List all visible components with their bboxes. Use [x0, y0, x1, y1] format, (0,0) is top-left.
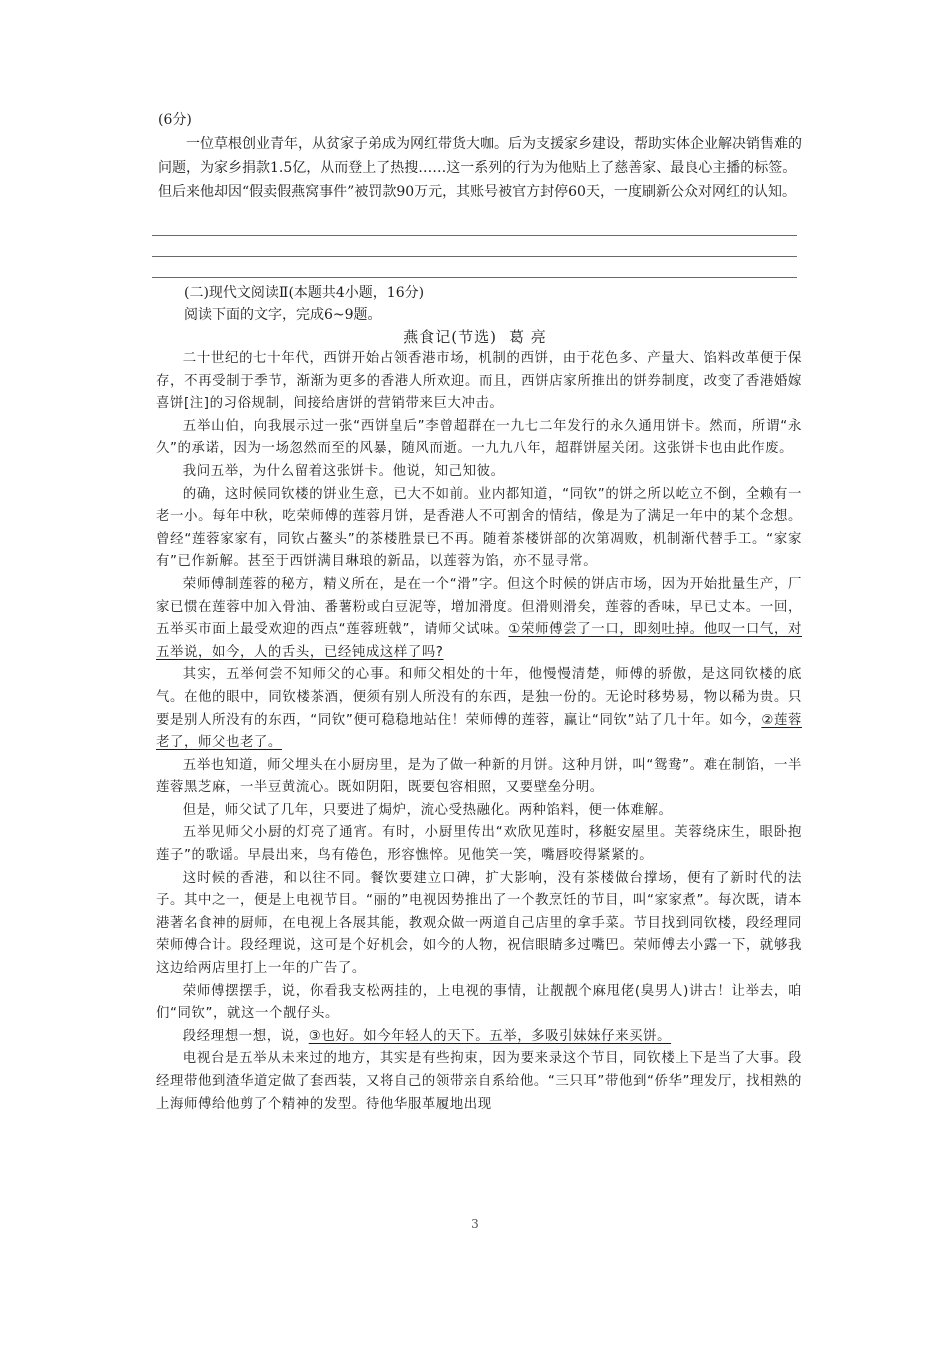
article-paragraph — [156, 348, 802, 416]
article-paragraph — [156, 868, 802, 981]
answer-line — [152, 256, 797, 257]
article-body — [156, 348, 802, 1116]
paragraph-text: 其实，五举何尝不知师父的心事。和师父相处的十年，他慢慢清楚，师傅的骄傲，是这同钦楼的底气。在他的眼中，同钦楼茶酒，便须有别人所没有的东西，是独一份的。无论时移势易，物以稀为贵。只要是别人所没有的东西，“同钦”便可稳稳地站住！荣师傅的莲蓉，赢让“同钦”站了几十年。如今， — [156, 667, 802, 728]
article-paragraph — [156, 416, 802, 461]
underlined-sentence: ①荣师傅尝了一口，即刻吐掉。他叹一口气，对五举说，如今，人的舌头，已经钝成这样了吗? — [156, 622, 802, 660]
answer-line — [152, 277, 797, 278]
article-title-line — [0, 326, 950, 348]
article-paragraph — [156, 574, 802, 664]
article-paragraph — [156, 1048, 802, 1116]
paragraph-text: 但是，师父试了几年，只要进了焗炉，流心受热融化。两种馅料，便一体难解。 — [182, 802, 673, 818]
paragraph-text: 段经理想一想，说， — [182, 1028, 309, 1044]
article-paragraph — [156, 484, 802, 574]
underlined-sentence: ②莲蓉老了，师父也老了。 — [156, 712, 802, 751]
paragraph-text: 这时候的香港，和以往不同。餐饮要建立口碑，扩大影响，没有茶楼做台撑场，便有了新时代的法子。其中之一，便是上电视节目。“丽的”电视因势推出了一个教烹饪的节目，叫“家家煮”。每次既，请本港著名食神的厨师，在电视上各展其能，教观众做一两道自己店里的拿手菜。节目找到同钦楼，段经理同荣师傅合计。段经理说，这可是个好机会，如今的人物，祝信眼睛多过嘴巴。荣师傅去小露一下，就够我这边给两店里打上一年的广告了。 — [156, 870, 802, 977]
paragraph-text: 五举也知道，师父埋头在小厨房里，是为了做一种新的月饼。这种月饼，叫“鸳鸯”。难在制馅，一半莲蓉黑芝麻，一半豆黄流心。既如阴阳，既要包容相照，又要壁垒分明。 — [156, 757, 802, 796]
section-header — [184, 282, 424, 326]
underlined-sentence: ③也好。如今年轻人的天下。五举，多吸引妹妹仔来买饼。 — [308, 1028, 672, 1044]
article-paragraph — [156, 461, 802, 484]
paragraph-text: 的确，这时候同钦楼的饼业生意，已大不如前。业内都知道，“同钦”的饼之所以屹立不倒，全赖有一老一小。每年中秋，吃荣师傅的莲蓉月饼，是香港人不可割舍的情结，像是为了满足一年中的某个念想。曾经“莲蓉家家有，同钦占鳌头”的茶楼胜景已不再。随着茶楼饼部的次第凋败，机制渐代替手工。“家家有”已作新解。甚至于西饼满目琳琅的新品，以莲蓉为馅，亦不显寻常。 — [156, 486, 802, 570]
article-author: 葛 亮 — [508, 328, 547, 346]
paragraph-text: 二十世纪的七十年代，西饼开始占领香港市场，机制的西饼，由于花色多、产量大、馅料改革便于保存，不再受制于季节，渐渐为更多的香港人所欢迎。而且，西饼店家所推出的饼券制度，改变了香港婚嫁喜饼[注]的习俗规制，间接给唐饼的营销带来巨大冲击。 — [156, 351, 802, 412]
paragraph-text: 五举山伯，向我展示过一张“西饼皇后”李曾超群在一九七二年发行的永久通用饼卡。然而，所谓“永久”的承诺，因为一场忽然而至的风暴，随风而逝。一九九八年，超群饼屋关闭。这张饼卡也由此作废。 — [156, 418, 802, 457]
article-paragraph — [156, 822, 802, 867]
section-instruction: 阅读下面的文字，完成6~9题。 — [184, 307, 382, 323]
paragraph-text: 我问五举，为什么留着这张饼卡。他说，知己知彼。 — [182, 463, 505, 479]
writing-prompt — [158, 108, 808, 204]
article-paragraph — [156, 800, 802, 823]
paragraph-text: 荣师傅制莲蓉的秘方，精义所在，是在一个“滑”字。但这个时候的饼店市场，因为开始批量生产，厂家已惯在莲蓉中加入骨油、番薯粉或白豆泥等，增加滑度。但滑则滑矣，莲蓉的香味，早已丈本。一回，五举买市面上最受欢迎的西点“莲蓉班戟”，请师父试味。 — [156, 576, 802, 638]
paragraph-text: 荣师傅摆摆手，说，你看我支松两挂的，上电视的事情，让靓靓个麻甩佬(臭男人)讲古！让举去，咱们“同钦”，就这一个靓仔头。 — [156, 983, 802, 1022]
paragraph-text: 电视台是五举从未来过的地方，其实是有些拘束，因为要来录这个节目，同钦楼上下是当了大事。段经理带他到渣华道定做了套西装，又将自己的领带亲自系给他。“三只耳”带他到“侨华”理发厅，找相熟的上海师傅给他剪了个精神的发型。待他华服革履地出现 — [156, 1051, 802, 1112]
page-number: 3 — [471, 1217, 479, 1231]
article-paragraph — [156, 664, 802, 754]
article-paragraph — [156, 755, 802, 800]
article-paragraph — [156, 981, 802, 1026]
article-paragraph — [156, 1026, 802, 1049]
score-label: (6分) — [158, 112, 192, 128]
paragraph-text: 五举见师父小厨的灯亮了通宵。有时，小厨里传出“欢欣见莲时，移艇安屋里。芙蓉绕床生，眼卧抱莲子”的歌谣。早晨出来，鸟有倦色，形容憔悴。见他笑一笑，嘴唇咬得紧紧的。 — [156, 825, 802, 864]
answer-line — [152, 235, 797, 236]
article-title: 燕食记(节选) — [403, 328, 497, 346]
section-heading: (二)现代文阅读Ⅱ(本题共4小题，16分) — [184, 285, 425, 301]
prompt-text: 一位草根创业青年，从贫家子弟成为网红带货大咖。后为支援家乡建设，帮助实体企业解决销售难的问题，为家乡捐款1.5亿，从而登上了热搜……这一系列的行为为他贴上了慈善家、最良心主播的标签。但后来他却因“假卖假燕窝事件”被罚款90万元，其账号被官方封停60天，一度刷新公众对网红的认知。 — [158, 136, 802, 200]
